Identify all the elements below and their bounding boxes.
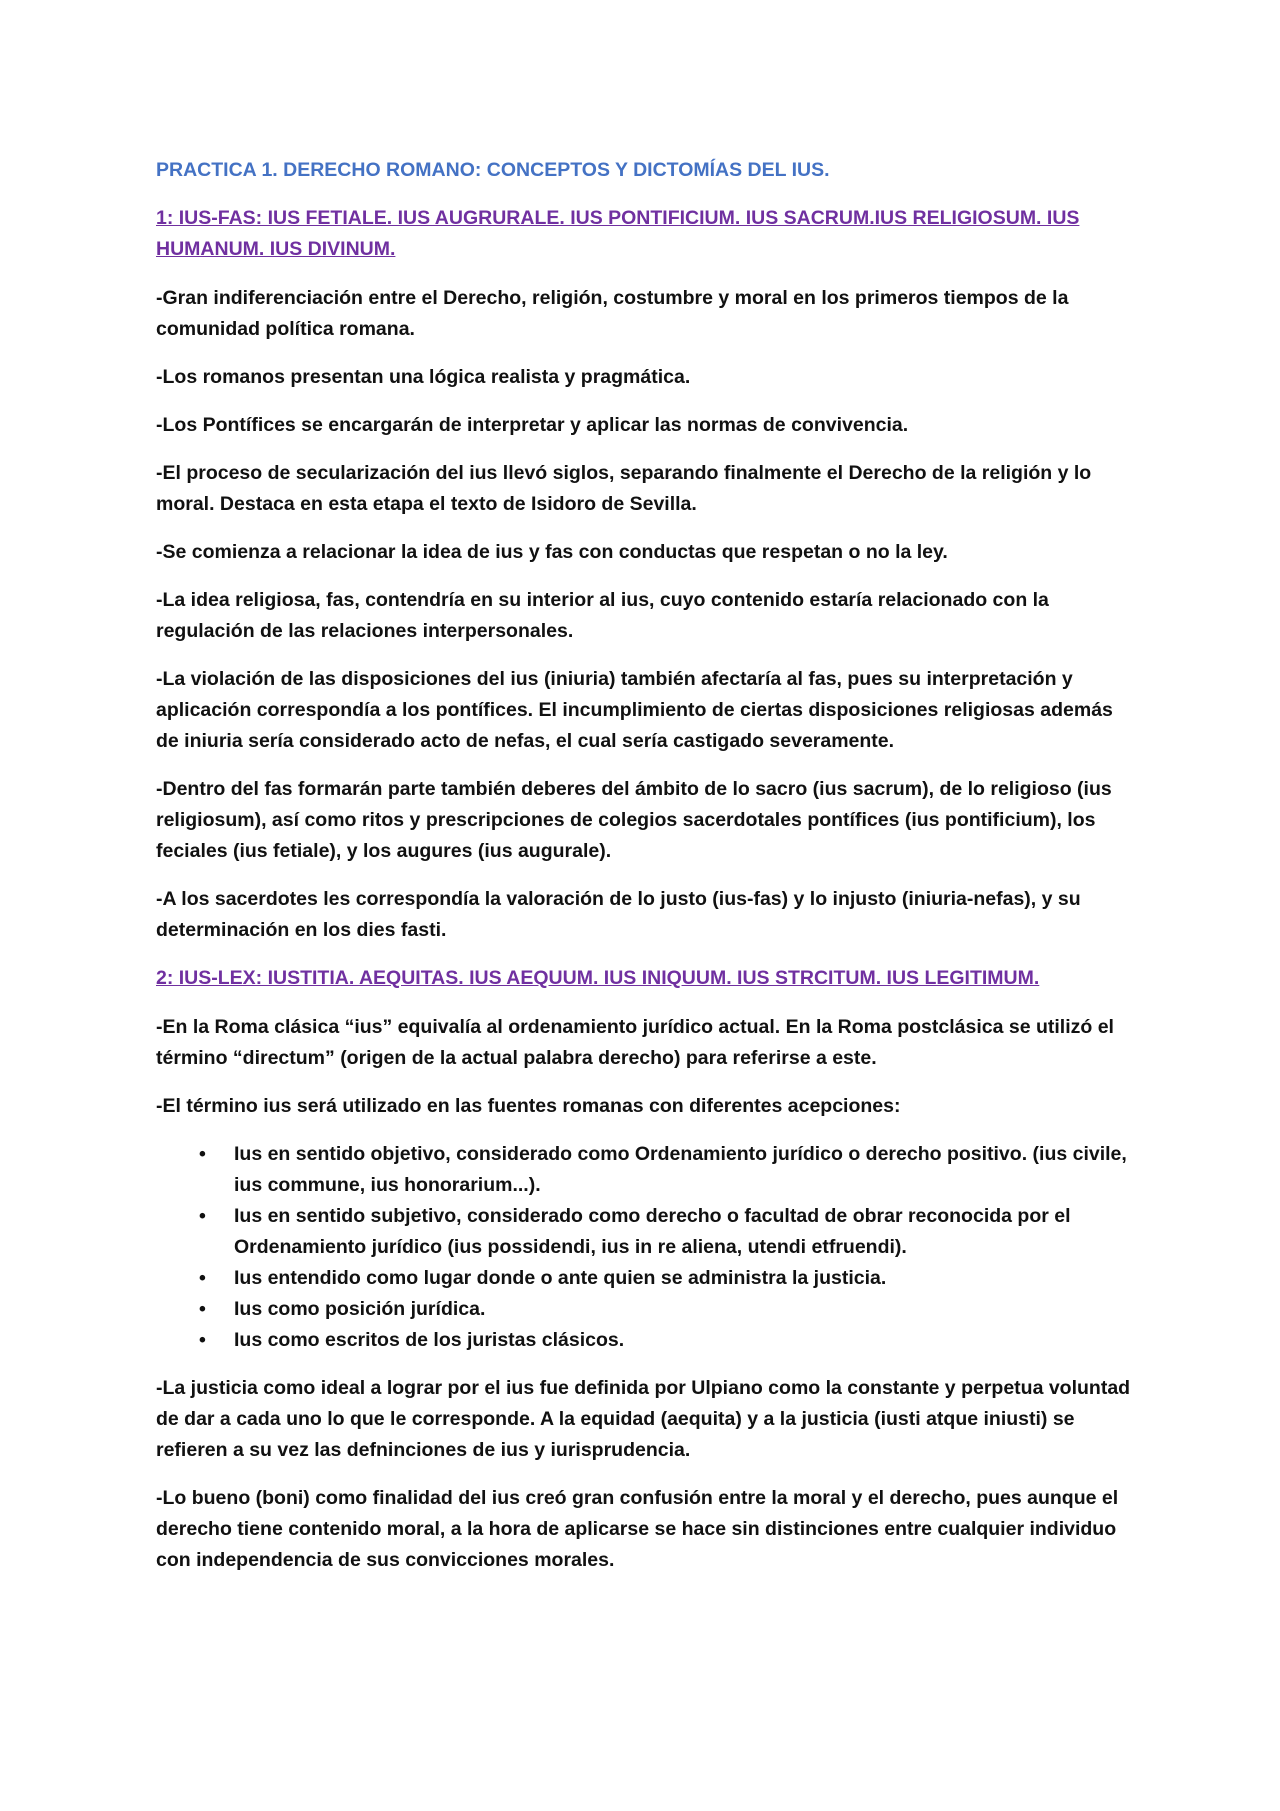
bullet-icon: • [199,1298,206,1320]
section-1-heading: 1: IUS-FAS: IUS FETIALE. IUS AUGRURALE. IUS PONTIFICIUM. IUS SACRUM.IUS RELIGIOSUM. IUS HUMANUM. IUS DIVINUM. [156,207,1080,260]
paragraph: -Lo bueno (boni) como finalidad del ius creó gran confusión entre la moral y el derecho, pues aunque el derecho tiene contenido moral, a la hora de aplicarse se hace sin distinciones entre cualquier individuo con independencia de sus convicciones morales. [156,1487,1119,1571]
bullet-icon: • [199,1143,206,1165]
document-page [156,158,1141,1593]
paragraph: -El término ius será utilizado en las fuentes romanas con diferentes acepciones: [156,1095,901,1117]
paragraph: -La violación de las disposiciones del ius (iniuria) también afectaría al fas, pues su interpretación y aplicación correspondía a los pontífices. El incumplimiento de ciertas disposiciones religiosas además de iniuria sería considerado acto de nefas, el cual sería castigado severamente. [156,668,1113,752]
bullet-item [156,1325,1141,1356]
paragraph: -Los romanos presentan una lógica realista y pragmática. [156,366,691,388]
paragraph: -Gran indiferenciación entre el Derecho, religión, costumbre y moral en los primeros tiempos de la comunidad política romana. [156,287,1069,340]
bullet-item [156,1294,1141,1325]
document-title: PRACTICA 1. DERECHO ROMANO: CONCEPTOS Y DICTOMÍAS DEL IUS. [156,159,830,181]
bullet-text: Ius entendido como lugar donde o ante quien se administra la justicia. [234,1267,887,1289]
paragraph: -Dentro del fas formarán parte también deberes del ámbito de lo sacro (ius sacrum), de lo religioso (ius religiosum), así como ritos y prescripciones de colegios sacerdotales pontífices (ius pontificium), los feciales (ius fetiale), y los augures (ius augurale). [156,778,1112,862]
bullet-icon: • [199,1267,206,1289]
paragraph: -A los sacerdotes les correspondía la valoración de lo justo (ius-fas) y lo injusto (iniuria-nefas), y su determinación en los dies fasti. [156,888,1081,941]
bullet-text: Ius como posición jurídica. [234,1298,486,1320]
bullet-text: Ius como escritos de los juristas clásicos. [234,1329,625,1351]
bullet-item [156,1139,1141,1201]
paragraph: -La justicia como ideal a lograr por el ius fue definida por Ulpiano como la constante y perpetua voluntad de dar a cada uno lo que le corresponde. A la equidad (aequita) y a la justicia (iusti atque iniusti) se refieren a su vez las defninciones de ius y iurisprudencia. [156,1377,1131,1461]
bullet-item [156,1263,1141,1294]
paragraph: -Los Pontífices se encargarán de interpretar y aplicar las normas de convivencia. [156,414,909,436]
bullet-text: Ius en sentido subjetivo, considerado como derecho o facultad de obrar reconocida por el Ordenamiento jurídico (ius possidendi, ius in re aliena, utendi etfruendi). [234,1205,1071,1258]
acepciones-bullet-list [156,1139,1141,1356]
paragraph: -Se comienza a relacionar la idea de ius y fas con conductas que respetan o no la ley. [156,541,948,563]
paragraph: -El proceso de secularización del ius llevó siglos, separando finalmente el Derecho de la religión y lo moral. Destaca en esta etapa el texto de Isidoro de Sevilla. [156,462,1092,515]
bullet-item [156,1201,1141,1263]
bullet-icon: • [199,1205,206,1227]
section-2-heading: 2: IUS-LEX: IUSTITIA. AEQUITAS. IUS AEQUUM. IUS INIQUUM. IUS STRCITUM. IUS LEGITIMUM. [156,967,1040,989]
paragraph: -En la Roma clásica “ius” equivalía al ordenamiento jurídico actual. En la Roma postclásica se utilizó el término “directum” (origen de la actual palabra derecho) para referirse a este. [156,1016,1114,1069]
paragraph: -La idea religiosa, fas, contendría en su interior al ius, cuyo contenido estaría relacionado con la regulación de las relaciones interpersonales. [156,589,1049,642]
bullet-text: Ius en sentido objetivo, considerado como Ordenamiento jurídico o derecho positivo. (ius civile, ius commune, ius honorarium...). [234,1143,1127,1196]
bullet-icon: • [199,1329,206,1351]
